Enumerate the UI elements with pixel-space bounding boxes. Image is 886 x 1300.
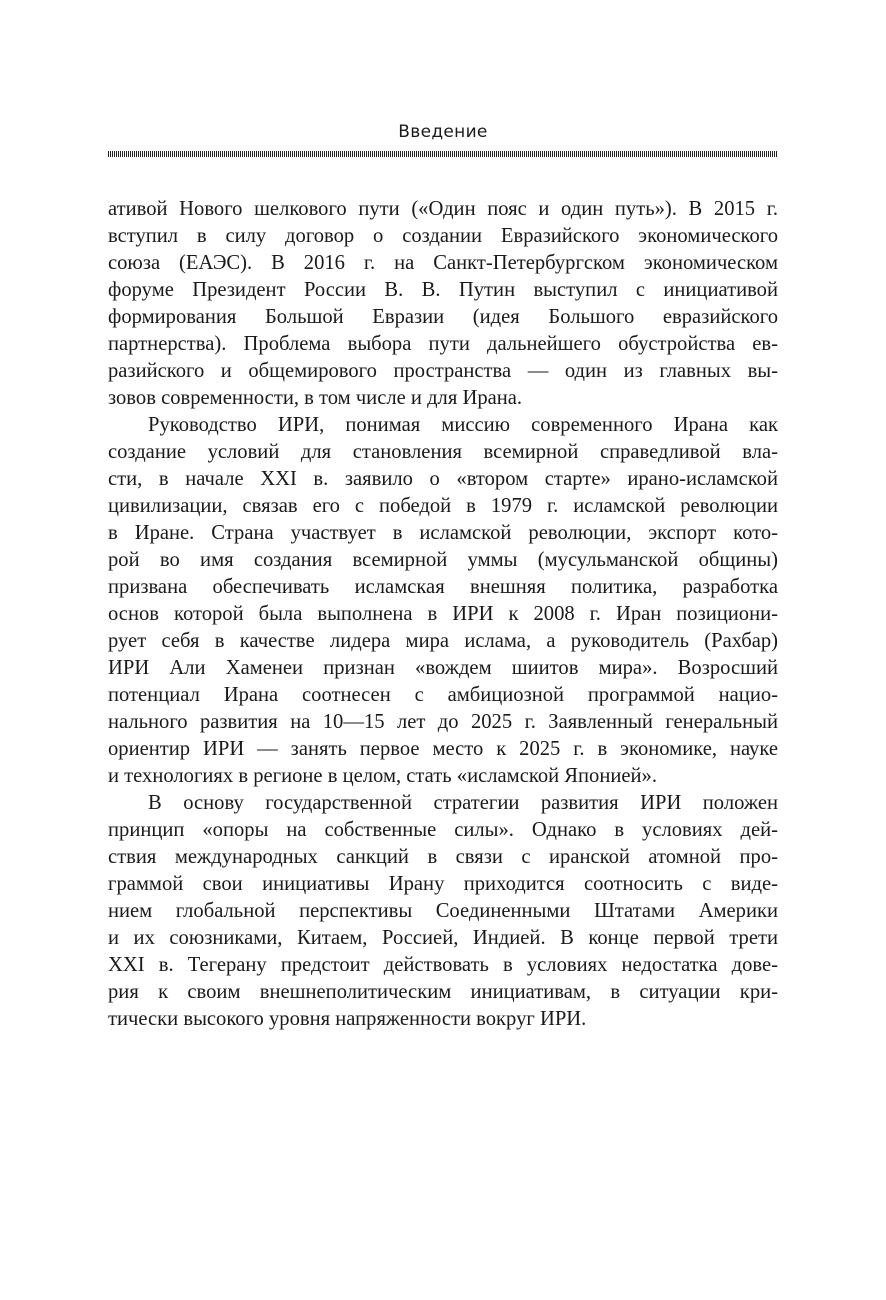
text-line: В основу государственной стратегии развития ИРИ положен (148, 792, 778, 814)
paragraph-1 (108, 196, 778, 412)
text-line: нального развития на 10—15 лет до 2025 г. Заявленный генеральный (108, 711, 778, 733)
text-line: разийского и общемирового пространства — один из главных вы- (108, 360, 778, 382)
text-line: ориентир ИРИ — занять первое место к 2025 г. в экономике, науке (108, 738, 778, 760)
text-line: рия к своим внешнеполитическим инициативам, в ситуации кри- (108, 981, 778, 1003)
paragraph-2 (108, 412, 778, 790)
text-line: и технологиях в регионе в целом, стать «исламской Японией». (108, 765, 657, 787)
text-line: в Иране. Страна участвует в исламской революции, экспорт кото- (108, 522, 778, 544)
text-line: принцип «опоры на собственные силы». Однако в условиях дей- (108, 819, 778, 841)
text-line: ствия международных санкций в связи с иранской атомной про- (108, 846, 778, 868)
text-line: рой во имя создания всемирной уммы (мусульманской общины) (108, 549, 778, 571)
text-line: союза (ЕАЭС). В 2016 г. на Санкт-Петербургском экономическом (108, 252, 778, 274)
text-line: зовов современности, в том числе и для Ирана. (108, 387, 523, 409)
paragraph-3 (108, 790, 778, 1033)
text-line: ИРИ Али Хаменеи признан «вождем шиитов мира». Возросший (108, 657, 778, 679)
text-line: Руководство ИРИ, понимая миссию современного Ирана как (148, 414, 778, 436)
text-line: партнерства). Проблема выбора пути дальнейшего обустройства ев- (108, 333, 778, 355)
text-line: рует себя в качестве лидера мира ислама, а руководитель (Рахбар) (108, 630, 778, 652)
text-line: форуме Президент России В. В. Путин выступил с инициативой (108, 279, 778, 301)
header-rule (108, 151, 778, 157)
text-line: основ которой была выполнена в ИРИ к 2008 г. Иран позициони- (108, 603, 778, 625)
text-line: создание условий для становления всемирной справедливой вла- (108, 441, 778, 463)
text-line: потенциал Ирана соотнесен с амбициозной программой нацио- (108, 684, 778, 706)
text-line: цивилизации, связав его с победой в 1979 г. исламской революции (108, 495, 778, 517)
text-line: и их союзниками, Китаем, Россией, Индией. В конце первой трети (108, 927, 778, 949)
text-line: формирования Большой Евразии (идея Большого евразийского (108, 306, 778, 328)
text-line: XXI в. Тегерану предстоит действовать в условиях недостатка дове- (108, 954, 778, 976)
text-line: граммой свои инициативы Ирану приходится соотносить с виде- (108, 873, 778, 895)
text-line: ативой Нового шелкового пути («Один пояс и один путь»). В 2015 г. (108, 198, 778, 220)
running-head: Введение (398, 122, 488, 142)
text-line: призвана обеспечивать исламская внешняя политика, разработка (108, 576, 778, 598)
text-line: тически высокого уровня напряженности вокруг ИРИ. (108, 1008, 587, 1030)
body-text (108, 196, 778, 1033)
text-line: сти, в начале XXI в. заявило о «втором старте» ирано-исламской (108, 468, 778, 490)
text-line: вступил в силу договор о создании Евразийского экономического (108, 225, 778, 247)
text-line: нием глобальной перспективы Соединенными Штатами Америки (108, 900, 778, 922)
